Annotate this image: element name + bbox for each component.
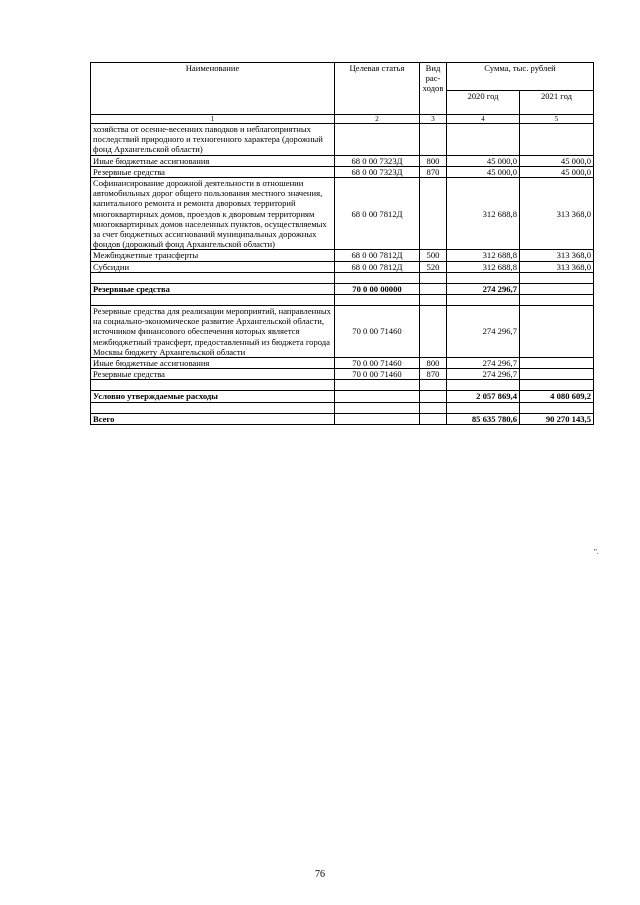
row-expense-type — [420, 391, 447, 402]
row-2021-value — [520, 358, 594, 369]
row-2020-value: 2 057 869,4 — [447, 391, 520, 402]
row-2020-value: 85 635 780,6 — [447, 413, 520, 424]
header-target-article: Целевая статья — [335, 63, 420, 115]
table-total-row — [91, 413, 594, 424]
row-target-article — [335, 124, 420, 156]
row-expense-type: 870 — [420, 166, 447, 177]
budget-table — [90, 62, 594, 425]
table-row — [91, 155, 594, 166]
row-name: Субсидии — [91, 261, 335, 272]
header-sum: Сумма, тыс. рублей — [447, 63, 594, 91]
table-row — [91, 261, 594, 272]
table-spacer-row — [91, 295, 594, 306]
row-2021-value: 313 368,0 — [520, 250, 594, 261]
row-expense-type: 500 — [420, 250, 447, 261]
row-expense-type: 800 — [420, 358, 447, 369]
table-header-row — [91, 63, 594, 91]
row-name: Иные бюджетные ассигнования — [91, 155, 335, 166]
table-spacer-row — [91, 402, 594, 413]
row-target-article: 68 0 00 7323Д — [335, 166, 420, 177]
row-target-article: 70 0 00 71460 — [335, 369, 420, 380]
table-row — [91, 166, 594, 177]
row-2021-value — [520, 369, 594, 380]
row-name: Условно утверждаемые расходы — [91, 391, 335, 402]
table-spacer-row — [91, 272, 594, 283]
row-2020-value: 274 296,7 — [447, 369, 520, 380]
row-expense-type — [420, 306, 447, 358]
header-year-2021: 2021 год — [520, 91, 594, 115]
row-expense-type: 520 — [420, 261, 447, 272]
row-2021-value: 45 000,0 — [520, 166, 594, 177]
row-name: Резервные средства — [91, 283, 335, 294]
row-target-article: 68 0 00 7812Д — [335, 261, 420, 272]
row-target-article: 68 0 00 7323Д — [335, 155, 420, 166]
row-2021-value: 313 368,0 — [520, 178, 594, 250]
row-name: Софинансирование дорожной деятельности в отношении автомобильных дорог общего пользования местного значения, капитального ремонта и ремонта дворовых территорий многоквартирных домов, проездов к дворовым территориям многоквартирных домов населенных пунктов, осуществляемых за счет бюджетных ассигнований муниципальных дорожных фондов (дорожный фонд Архангельской области) — [91, 178, 335, 250]
header-expense-type: Вид рас-ходов — [420, 63, 447, 115]
page-number: 76 — [315, 869, 325, 880]
row-2020-value: 274 296,7 — [447, 283, 520, 294]
row-expense-type: 800 — [420, 155, 447, 166]
row-name: хозяйства от осенне-весенних паводков и неблагоприятных последствий природного и техногенного характера (дорожный фонд Архангельской области) — [91, 124, 335, 156]
row-name: Иные бюджетные ассигнования — [91, 358, 335, 369]
row-name: Резервные средства — [91, 369, 335, 380]
row-expense-type — [420, 413, 447, 424]
table-row — [91, 369, 594, 380]
row-target-article: 68 0 00 7812Д — [335, 250, 420, 261]
row-name: Резервные средства — [91, 166, 335, 177]
row-2021-value — [520, 306, 594, 358]
row-target-article: 70 0 00 71460 — [335, 358, 420, 369]
row-expense-type — [420, 283, 447, 294]
closing-quote: ". — [594, 548, 599, 556]
row-2021-value: 4 080 609,2 — [520, 391, 594, 402]
table-row — [91, 306, 594, 358]
row-target-article — [335, 391, 420, 402]
table-row — [91, 391, 594, 402]
table-row — [91, 124, 594, 156]
row-2020-value: 274 296,7 — [447, 306, 520, 358]
row-2020-value: 45 000,0 — [447, 155, 520, 166]
row-name: Резервные средства для реализации мероприятий, направленных на социально-экономическое развитие Архангельской области, источником финансового обеспечения которых является межбюджетный трансферт, предоставленный из бюджета города Москвы бюджету Архангельской области — [91, 306, 335, 358]
row-target-article: 68 0 00 7812Д — [335, 178, 420, 250]
row-2021-value: 90 270 143,5 — [520, 413, 594, 424]
row-target-article: 70 0 00 00000 — [335, 283, 420, 294]
header-year-2020: 2020 год — [447, 91, 520, 115]
row-target-article: 70 0 00 71460 — [335, 306, 420, 358]
row-2020-value: 45 000,0 — [447, 166, 520, 177]
row-2020-value: 312 688,8 — [447, 178, 520, 250]
column-number: 5 — [520, 115, 594, 124]
column-number: 3 — [420, 115, 447, 124]
row-name: Всего — [91, 413, 335, 424]
column-number: 4 — [447, 115, 520, 124]
row-expense-type — [420, 124, 447, 156]
row-2021-value — [520, 283, 594, 294]
row-2021-value: 45 000,0 — [520, 155, 594, 166]
table-row — [91, 358, 594, 369]
row-target-article — [335, 413, 420, 424]
table-spacer-row — [91, 380, 594, 391]
table-row — [91, 283, 594, 294]
row-2021-value: 313 368,0 — [520, 261, 594, 272]
row-expense-type: 870 — [420, 369, 447, 380]
column-number: 2 — [335, 115, 420, 124]
row-2020-value — [447, 124, 520, 156]
header-name: Наименование — [91, 63, 335, 115]
row-2020-value: 274 296,7 — [447, 358, 520, 369]
table-row — [91, 250, 594, 261]
row-2020-value: 312 688,8 — [447, 261, 520, 272]
row-name: Межбюджетные трансферты — [91, 250, 335, 261]
row-2021-value — [520, 124, 594, 156]
row-expense-type — [420, 178, 447, 250]
table-row — [91, 178, 594, 250]
column-number-row — [91, 115, 594, 124]
row-2020-value: 312 688,8 — [447, 250, 520, 261]
column-number: 1 — [91, 115, 335, 124]
